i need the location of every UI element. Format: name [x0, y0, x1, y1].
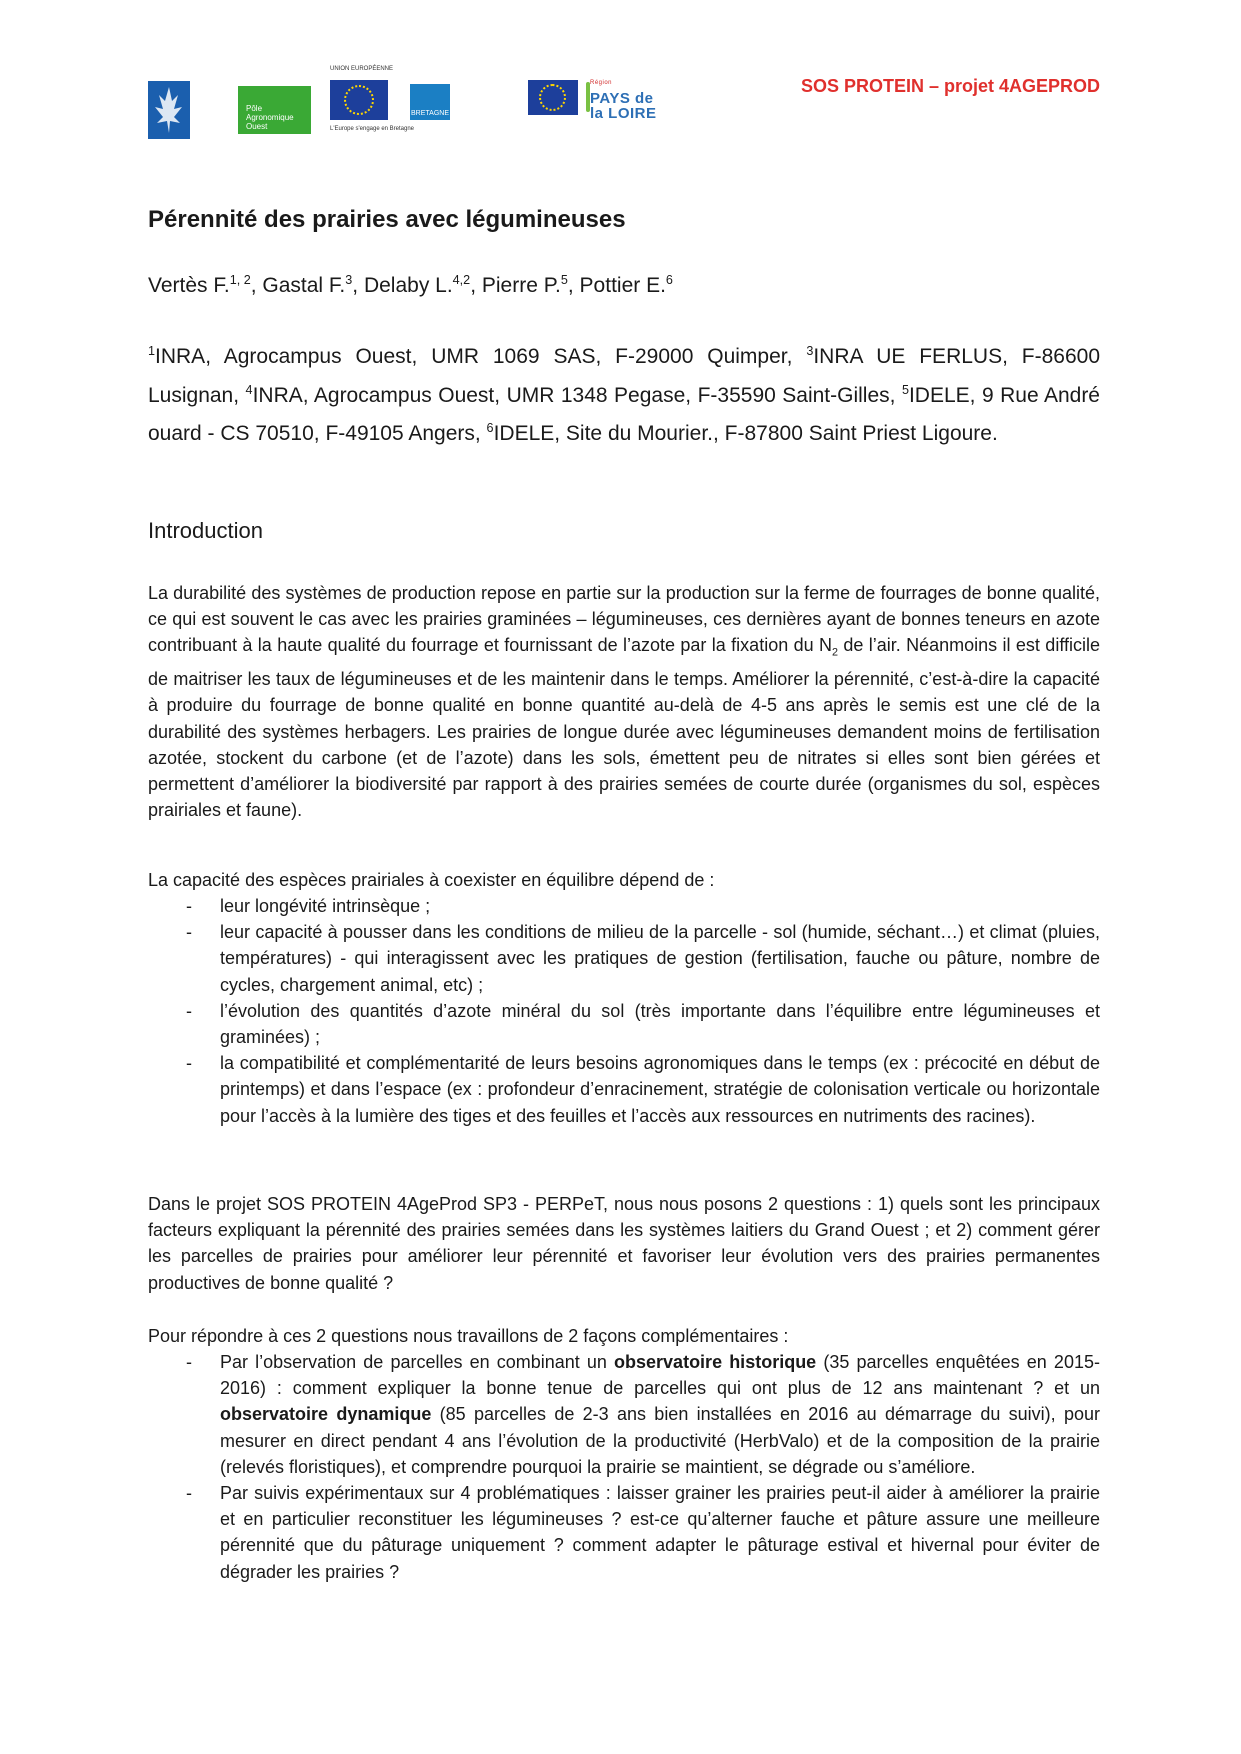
header-logos	[148, 66, 848, 156]
list-bold: observatoire historique	[614, 1352, 817, 1372]
list-item	[148, 1349, 1100, 1480]
section-heading-introduction: Introduction	[148, 518, 263, 543]
author-name: Pierre P.	[481, 274, 561, 297]
document-title: Pérennité des prairies avec légumineuses	[148, 206, 626, 233]
affil-text: IDELE, Site du Mourier., F-87800 Saint Priest Ligoure.	[493, 422, 998, 445]
list-item: - Par suivis expérimentaux sur 4 problématiques : laisser grainer les prairies peut-il aider à améliorer la prairie et en particulier reconstituer les légumineuses ? est-ce qu’alterner fauche et pâture assure une meilleure pérennité que du pâturage uniquement ? comment adapter le pâturage estival et hivernal pour éviter de dégrader les prairies ?	[148, 1480, 1100, 1585]
affil-sup: 5	[901, 382, 909, 397]
paragraph-intro	[148, 580, 1100, 823]
factors-list	[148, 893, 1100, 1129]
eu-logo-text: UNION EUROPÉENNE	[330, 66, 394, 72]
author-name: Gastal F.	[262, 274, 346, 297]
affil-sup: 4	[245, 382, 253, 397]
author-name: Vertès F.	[148, 274, 230, 297]
inra-logo-icon	[148, 81, 190, 139]
affil-sup: 6	[486, 421, 494, 435]
subscript: 2	[831, 647, 838, 659]
pole-logo-text: Pôle Agronomique Ouest	[246, 104, 294, 131]
paragraph-text: de l’air. Néanmoins il est difficile de maitriser les taux de légumineuses et de les maintenir dans le temps. Améliorer la pérennité, c’est-à-dire la capacité à produire du fourrage de bonne qualité en bonne quantité au-delà de 4-5 ans après le semis est une clé de la durabilité des systèmes herbagers. Les prairies de longue durée avec légumineuses demandent moins de fertilisation azotée, stockent du carbone (et de l’azote) dans les sols, émettent peu de nitrates si elles sont bien gérées et permettent d’améliorer la biodiversité par rapport à des prairies semées de courte durée (organismes du sol, espèces prairiales et faune).	[148, 635, 1101, 821]
pays-region-label: Région	[590, 80, 613, 86]
author-name: Pottier E.	[579, 274, 666, 297]
pays-name: PAYS de la LOIRE	[590, 90, 657, 122]
authors-line: Vertès F.$^{1, 2}$, Gastal F.$^3$, Delaby L.$^{4,2}$, Pierre P.$^5$, Pottier E.$^6$	[148, 273, 673, 297]
author-sup: 5	[560, 273, 568, 287]
list-item: - la compatibilité et complémentarité de leurs besoins agronomiques dans le temps (ex : précocité en début de printemps) et dans l’espace (ex : profondeur d’enracinement, stratégie de colonisation verticale ou horizontale pour l’accès à la lumière des tiges et des feuilles et l’accès aux ressources en nutriments des racines).	[148, 1050, 1100, 1129]
list-bold: observatoire dynamique	[220, 1404, 432, 1425]
paragraph-approach: Pour répondre à ces 2 questions nous travaillons de 2 façons complémentaires :	[148, 1326, 789, 1346]
affil-text: INRA, Agrocampus Ouest, UMR 1348 Pegase, F-35590 Saint-Gilles,	[252, 383, 902, 407]
pole-agronomique-logo	[238, 86, 311, 134]
list-item: - leur capacité à pousser dans les conditions de milieu de la parcelle - sol (humide, séchant…) et climat (pluies, températures) - qui interagissent avec les pratiques de gestion (fertilisation, fauche ou pâture, nombre de cycles, chargement animal, etc) ;	[148, 919, 1100, 998]
author-sup: 4,2	[452, 273, 471, 287]
list-item: - leur longévité intrinsèque ;	[148, 893, 1100, 919]
eu-tagline: L'Europe s'engage en Bretagne	[330, 126, 415, 132]
list-text: Par l’observation de parcelles en combinant un	[220, 1352, 615, 1372]
paragraph-project: Dans le projet SOS PROTEIN 4AgeProd SP3 - PERPeT, nous nous posons 2 questions : 1) quels sont les principaux facteurs expliquant la pérennité des prairies semées dans les systèmes laitiers du Grand Ouest ; et 2) comment gérer les parcelles de prairies pour améliorer leur pérennité et favoriser leur évolution vers des prairies permanentes productives de bonne qualité ?	[148, 1194, 1100, 1293]
affil-text: INRA, Agrocampus Ouest, UMR 1069 SAS, F-29000 Quimper,	[155, 345, 807, 368]
bretagne-logo-text: BRETAGNE	[411, 110, 449, 117]
paragraph-coexist: La capacité des espèces prairiales à coexister en équilibre dépend de :	[148, 870, 715, 890]
affil-sup: 1	[148, 344, 156, 358]
affil-sup: 3	[806, 344, 814, 358]
approach-list	[148, 1349, 1100, 1585]
affil-text: IDELE, 9 Rue André ouard - CS 70510, F-49105 Angers,	[148, 383, 1100, 445]
author-sup: 1, 2	[229, 273, 251, 287]
list-text: (85 parcelles de 2-3 ans bien installées en 2016 au démarrage du suivi), pour mesurer en direct pendant 4 ans l’évolution de la productivité (HerbValo) et de la composition de la prairie (relevés floristiques), et comprendre pourquoi la prairie se maintient, se dégrade ou s’améliore.	[220, 1404, 1100, 1477]
author-name: Delaby L.	[363, 274, 453, 297]
list-item: - l’évolution des quantités d’azote minéral du sol (très importante dans l’équilibre entre légumineuses et graminées) ;	[148, 998, 1100, 1050]
eu-bretagne-logo	[328, 66, 488, 146]
paragraph-text: La durabilité des systèmes de production repose en partie sur la production sur la ferme de fourrages de bonne qualité, ce qui est souvent le cas avec les prairies graminées – légumineuses, ces dernières ayant de bonnes teneurs en azote contribuant à la haute qualité du fourrage et fournissant de l’azote par la fixation du N	[148, 583, 1100, 656]
list-text: (35 parcelles enquêtées en 2015-2016) : comment expliquer la bonne tenue de parcelles qui ont plus de 12 ans maintenant ? et un	[220, 1352, 1100, 1399]
author-sup: 6	[665, 273, 673, 287]
affiliations	[148, 335, 1100, 451]
affil-text: INRA UE FERLUS, F-86600 Lusignan,	[148, 345, 1100, 407]
pays-loire-text	[590, 76, 660, 121]
author-sup: 3	[345, 273, 353, 287]
eu-pays-loire-logo	[528, 76, 688, 146]
eu-flag-icon-2	[528, 80, 578, 115]
project-tag: SOS PROTEIN – projet 4AGEPROD	[800, 76, 1100, 96]
eu-flag-icon	[330, 80, 388, 120]
